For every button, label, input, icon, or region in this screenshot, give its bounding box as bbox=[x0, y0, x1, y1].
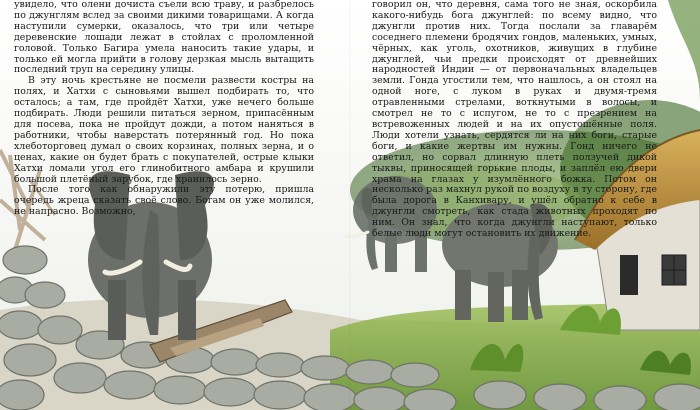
right-text-column bbox=[372, 0, 657, 240]
left-paragraph-2: В эту ночь крестьяне не посмели развести костры на полях, и Хатхи с сыновьями вышел подбирать то, что осталось; а там, где пройдёт Хатхи, уже нечего больше подбирать. Люди решили питаться зерном, припасённым для посева, пока не пройдут дожди, а потом наняться в работники, чтобы наверстать потерянный год. Но пока хлеботорговец думал о своих корзинах, полных зерна, и о ценах, какие он будет брать с покупателей, острые клыки Хатхи ломали угол его глинобитного амбара и крушили большой плетёный зарубок, где хранилось зерно. bbox=[14, 75, 314, 185]
left-paragraph-3: После того как обнаружили эту потерю, пришла очередь жреца сказать своё слово. Богам он уже молился, не напрасно. Возможно, bbox=[14, 184, 314, 218]
right-paragraph-1: говорил он, что деревня, сама того не зная, оскорбила какого-нибудь бога джунглей: по всему видно, что джунгли против них. Тогда послали за главарём соседнего племени бродячих гондов, маленьких, умных, чёрных, как уголь, охотников, живущих в глубине джунглей, чьи предки происходят от древнейших народностей Индии — от первоначальных владельцев земли. Гонда угостили тем, что нашлось, а он стоял на одной ноге, с луком в руках и двумя-тремя отравленными стрелами, воткнутыми в волосы, и смотрел не то с испугом, не то с презрением на встревоженных людей и на их опустошённые поля. Люди хотели узнать, сердятся ли на них боги, старые боги, и какие жертвы им нужны. Гонд ничего не ответил, но сорвал длинную плеть ползучей дикой тыквы, приносящей горькие плоды, и заплёл ею двери храма на глазах у изумлённого божка. Потом он несколько раз махнул рукой по воздуху в ту сторону, где была дорога в Канхивару, и ушёл обратно к себе в джунгли смотреть, как стада животных проходят по ним. Он знал, что когда джунгли наступают, только белые люди могут остановить их движение. bbox=[372, 0, 657, 240]
left-paragraph-1: увидело, что олени дочиста съели всю траву, и разбрелось по джунглям вслед за своими дикими товарищами. А когда наступили сумерки, оказалось, что три или четыре деревенские лошади лежат в стойлах с проломленной головой. Только Багира умела наносить такие удары, и только ей могла прийти в голову дерзкая мысль вытащить последний труп на середину улицы. bbox=[14, 0, 314, 76]
